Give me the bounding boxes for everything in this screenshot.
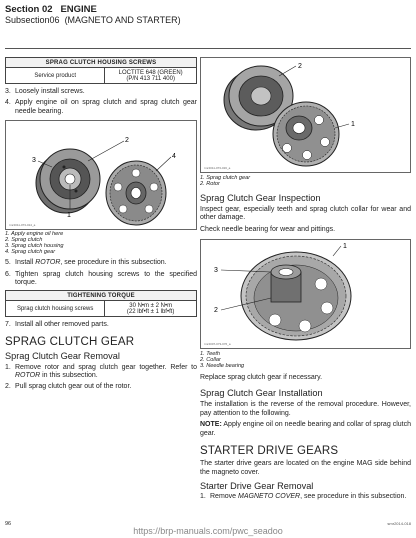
heading-starter-drive-gears: STARTER DRIVE GEARS (200, 445, 339, 457)
replace-paragraph: Replace sprag clutch gear if necessary. (200, 373, 323, 381)
subsection-label: Subsection (5, 15, 50, 25)
fig1-captions: 1. Apply engine oil here 2. Sprag clutch 3. Sprag clutch housing 4. Sprag clutch gear (5, 231, 64, 256)
heading-gear-removal: Sprag Clutch Gear Removal (5, 350, 120, 361)
section-label: Section (5, 4, 40, 15)
step-4: 4. Apply engine oil on sprag clutch and sprag clutch gear needle bearing. (5, 99, 197, 115)
fig1-callout-3: 3 (32, 156, 36, 164)
fig2-code: rmr2011-073-016_a (204, 166, 231, 170)
sprag-screws-table-title: SPRAG CLUTCH HOUSING SCREWS (6, 58, 197, 68)
fig1-callout-1: 1 (67, 211, 71, 219)
fig1-callout-4: 4 (172, 152, 176, 160)
figure-sprag-clutch-assembly (5, 120, 197, 230)
step-7: 7. Install all other removed parts. (5, 321, 109, 329)
heading-sprag-clutch-gear: SPRAG CLUTCH GEAR (5, 335, 135, 348)
installation-paragraph: The installation is the reverse of the removal procedure. However, pay attention to the following. (200, 401, 411, 417)
heading-starter-removal: Starter Drive Gear Removal (200, 481, 314, 491)
section-line (5, 4, 411, 15)
page-header (5, 4, 411, 26)
removal-step-2: 2. Pull sprag clutch gear out of the rotor. (5, 383, 132, 391)
step-3: 3. Loosely install screws. (5, 88, 85, 95)
starter-removal-step-1: 1. Remove MAGNETO COVER, see procedure in this subsection. (200, 493, 407, 500)
fig2-captions: 1. Sprag clutch gear 2. Rotor (200, 174, 251, 187)
starter-paragraph: The starter drive gears are located on the engine MAG side behind the magneto cover. (200, 460, 411, 476)
service-product-value: LOCTITE 648 (GREEN) (P/N 413 711 400) (105, 68, 197, 84)
fig3-callout-2: 2 (214, 307, 218, 314)
rotor-reference: ROTOR (35, 259, 61, 267)
note-label: NOTE: (200, 421, 222, 428)
magneto-cover-reference: MAGNETO COVER (238, 493, 301, 500)
fig1-code: rmr2011-073-014_a (9, 222, 36, 227)
torque-table (5, 290, 197, 317)
subsection-title: (MAGNETO AND STARTER) (64, 15, 181, 25)
sprag-clutch-illustration (6, 121, 196, 229)
right-column (200, 57, 411, 501)
header-divider (5, 48, 411, 49)
torque-table-title: TIGHTENING TORQUE (6, 291, 197, 301)
figure-gear-detail (200, 239, 411, 349)
page-number: 96 (5, 521, 12, 527)
fig2-callout-1: 1 (351, 121, 355, 128)
doc-code: smr2014-018 (387, 521, 411, 526)
heading-gear-inspection: Sprag Clutch Gear Inspection (200, 192, 321, 203)
installation-note: NOTE: Apply engine oil on needle bearing and collar of sprag clutch gear. (200, 421, 411, 437)
rotor-gear-illustration (201, 58, 410, 172)
figure-rotor-and-gear (200, 57, 411, 173)
torque-label: Sprag clutch housing screws (6, 301, 105, 317)
step-5: 5. Install ROTOR, see procedure in this subsection. (5, 259, 167, 267)
inspection-paragraph-1: Inspect gear, especially teeth and sprag clutch collar for wear and other damage. (200, 205, 411, 221)
subsection-line (5, 15, 411, 26)
left-column (5, 57, 197, 391)
source-url[interactable]: https://brp-manuals.com/pwc_seadoo (133, 526, 283, 536)
fig3-callout-3: 3 (214, 267, 218, 274)
section-number: 02 (41, 4, 53, 15)
step-6: 6. Tighten sprag clutch housing screws to the specified torque. (5, 270, 197, 286)
fig3-callout-1: 1 (343, 243, 347, 250)
heading-gear-installation: Sprag Clutch Gear Installation (200, 388, 323, 398)
removal-step-1: 1. Remove rotor and sprag clutch gear together. Refer to ROTOR in this subsection. (5, 363, 197, 379)
fig3-code: rmr2007-073-076_a (204, 342, 231, 346)
section-title: ENGINE (60, 4, 97, 15)
inspection-paragraph-2: Check needle bearing for wear and pittings. (200, 225, 336, 233)
sprag-screws-table (5, 57, 197, 84)
fig3-captions: 1. Teeth 2. Collar 3. Needle bearing (200, 350, 245, 369)
fig2-callout-2: 2 (298, 63, 302, 70)
torque-value: 30 N•m ± 2 N•m (22 lbf•ft ± 1 lbf•ft) (105, 301, 197, 317)
rotor-reference-2: ROTOR (15, 371, 41, 379)
fig1-callout-2: 2 (125, 136, 129, 144)
service-product-label: Service product (6, 68, 105, 84)
gear-detail-illustration (201, 240, 410, 348)
subsection-number: 06 (49, 15, 60, 25)
